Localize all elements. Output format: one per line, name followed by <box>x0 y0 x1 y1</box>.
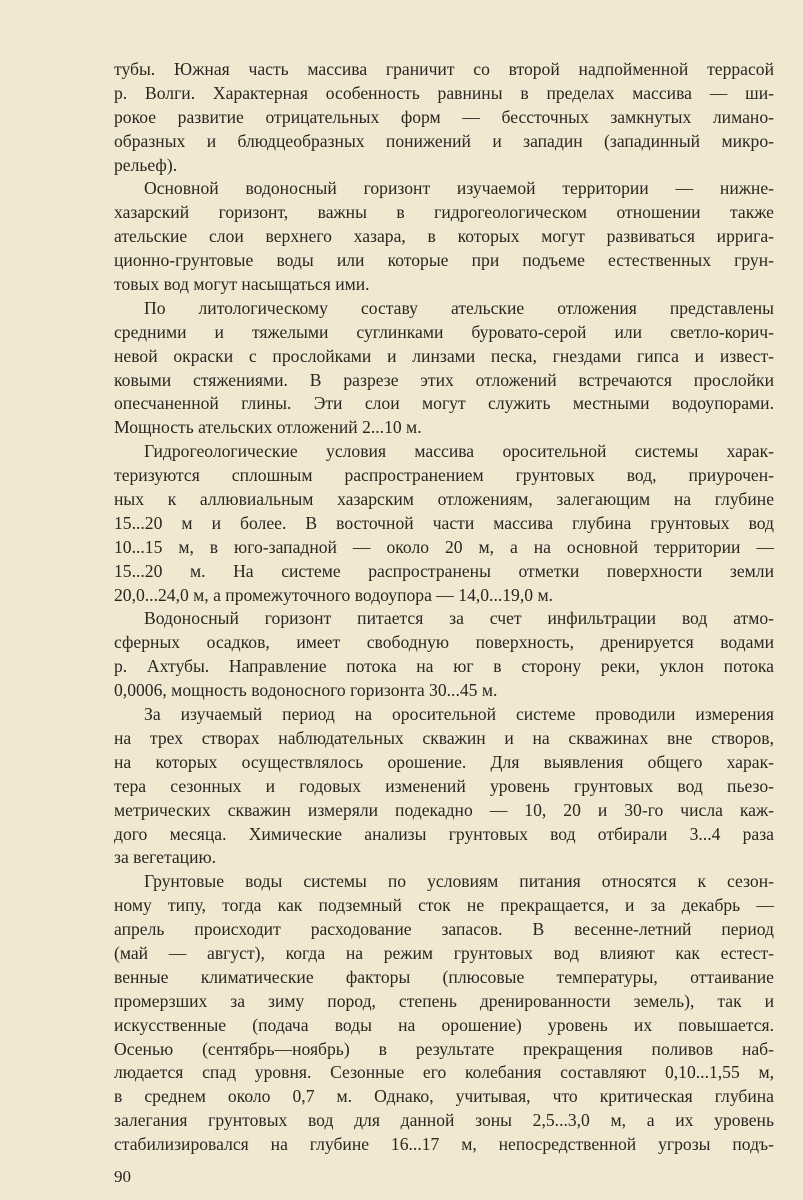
text-line: По литологическому составу ательские отложения представлены <box>144 297 774 318</box>
text-line: рельеф). <box>114 154 178 175</box>
text-line: искусственные (подача воды на орошение) уровень их повышается. <box>114 1014 774 1035</box>
text-line: тубы. Южная часть массива граничит со второй надпойменной террасой <box>114 59 774 79</box>
text-line: средними и тяжелыми суглинками буровато-серой или светло-корич- <box>114 321 774 342</box>
text-line: Мощность ательских отложений 2...10 м. <box>114 417 422 438</box>
text-line: 15...20 м и более. В восточной части массива глубина грунтовых вод <box>114 512 774 533</box>
text-line: залегания грунтовых вод для данной зоны 2,5...3,0 м, а их уровень <box>114 1110 774 1131</box>
text-line: 10...15 м, в юго-западной — около 20 м, а на основной территории — <box>114 536 774 557</box>
text-line: 0,0006, мощность водоносного горизонта 30...45 м. <box>114 680 498 701</box>
text-line: тера сезонных и годовых изменений уровень грунтовых вод пьезо- <box>114 775 774 796</box>
text-line: в среднем около 0,7 м. Однако, учитывая, что критическая глубина <box>114 1086 774 1107</box>
text-line: ному типу, тогда как подземный сток не прекращается, и за декабрь — <box>114 895 774 916</box>
text-line: хазарский горизонт, важны в гидрогеологическом отношении также <box>114 202 774 223</box>
text-line: (май — август), когда на режим грунтовых вод влияют как естест- <box>114 942 774 963</box>
text-line: За изучаемый период на оросительной системе проводили измерения <box>144 704 774 725</box>
text-line: метрических скважин измеряли подекадно — 10, 20 и 30-го числа каж- <box>114 799 774 820</box>
text-line: ционно-грунтовые воды или которые при подъеме естественных грун- <box>114 250 774 271</box>
text-line: дого месяца. Химические анализы грунтовых вод отбирали 3...4 раза <box>114 823 774 844</box>
text-line: ных к аллювиальным хазарским отложениям, залегающим на глубине <box>114 489 774 510</box>
text-line: венные климатические факторы (плюсовые температуры, оттаивание <box>114 966 774 987</box>
page-number: 90 <box>114 1167 131 1186</box>
text-line: Грунтовые воды системы по условиям питания относятся к сезон- <box>144 871 774 892</box>
text-line: невой окраски с прослойками и линзами песка, гнездами гипса и извест- <box>114 345 774 366</box>
text-line: образных и блюдцеобразных понижений и западин (западинный микро- <box>114 130 774 151</box>
text-line: на которых осуществлялось орошение. Для выявления общего харак- <box>114 751 774 772</box>
text-line: ательские слои верхнего хазара, в которых могут развиваться ирригa- <box>114 226 774 247</box>
text-line: ковыми стяжениями. В разрезе этих отложений встречаются прослойки <box>114 369 774 390</box>
text-line: р. Волги. Характерная особенность равнины в пределах массива — ши- <box>114 82 774 103</box>
text-line: Гидрогеологические условия массива оросительной системы харак- <box>144 441 774 462</box>
body-text <box>114 58 774 1157</box>
text-line: Осенью (сентябрь—ноябрь) в результате прекращения поливов наб- <box>114 1038 774 1059</box>
text-line: промерзших за зиму пород, степень дренированности земель), так и <box>114 990 774 1011</box>
text-line: 15...20 м. На системе распространены отметки поверхности земли <box>114 560 774 581</box>
text-line: стабилизировался на глубине 16...17 м, непосредственной угрозы подъ- <box>114 1134 774 1155</box>
text-line: сферных осадков, имеет свободную поверхность, дренируется водами <box>114 632 774 653</box>
text-line: за вегетацию. <box>114 847 217 868</box>
text-line: р. Ахтубы. Направление потока на юг в сторону реки, уклон потока <box>114 656 774 677</box>
text-line: теризуются сплошным распространением грунтовых вод, приурочен- <box>114 465 774 486</box>
text-line: рокое развитие отрицательных форм — бессточных замкнутых лимано- <box>114 106 774 127</box>
text-line: Водоносный горизонт питается за счет инфильтрации вод атмо- <box>144 608 774 629</box>
text-line: людается спад уровня. Сезонные его колебания составляют 0,10...1,55 м, <box>114 1062 774 1083</box>
text-line: опесчаненной глины. Эти слои могут служить местными водоупорами. <box>114 393 774 414</box>
text-line: апрель происходит расходование запасов. В весенне-летний период <box>114 919 774 940</box>
text-line: товых вод могут насыщаться ими. <box>114 274 370 295</box>
text-line: 20,0...24,0 м, а промежуточного водоупора — 14,0...19,0 м. <box>114 584 553 605</box>
text-line: Основной водоносный горизонт изучаемой территории — нижне- <box>144 178 774 199</box>
text-line: на трех створах наблюдательных скважин и на скважинах вне створов, <box>114 727 774 748</box>
